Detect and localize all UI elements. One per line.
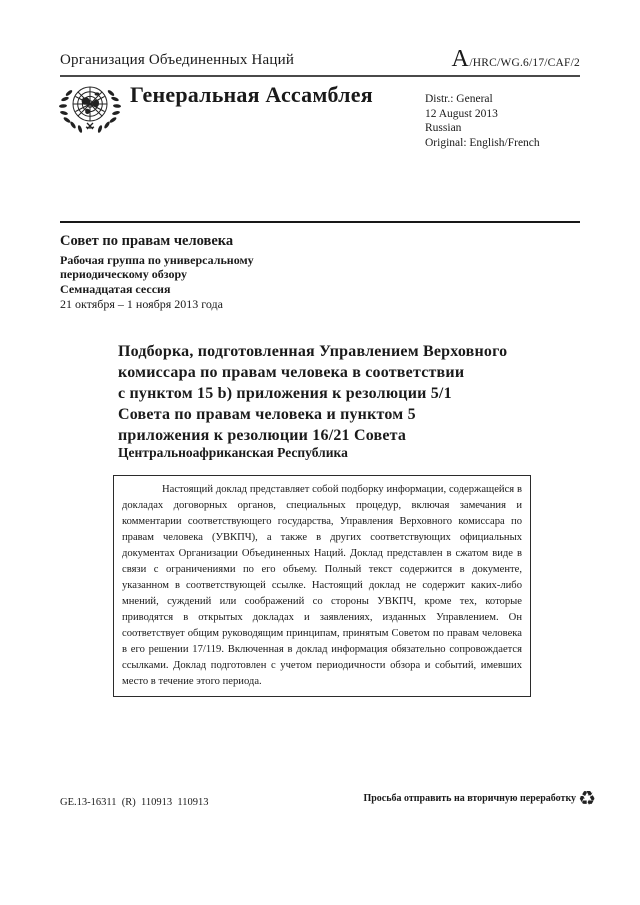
summary-box	[113, 475, 531, 697]
title-line-4: Совета по правам человека и пунктом 5	[118, 406, 416, 423]
recycle-icon: ♻	[578, 786, 596, 810]
distribution-block	[425, 92, 540, 150]
working-group-line1: Рабочая группа по универсальному	[60, 253, 254, 267]
title-line-1: Подборка, подготовленная Управлением Верховного	[118, 343, 508, 360]
country-subtitle: Центральноафриканская Республика	[118, 445, 348, 460]
org-name: Организация Объединенных Наций	[60, 52, 295, 68]
recycle-notice	[363, 788, 596, 808]
symbol-rest: /HRC/WG.6/17/CAF/2	[469, 57, 580, 69]
session-number: Семнадцатая сессия	[60, 282, 171, 296]
distr-line: Distr.: General	[425, 93, 493, 105]
working-group-line2: периодическому обзору	[60, 267, 188, 281]
language-line: Russian	[425, 122, 462, 135]
original-line: Original: English/French	[425, 136, 540, 149]
title-line-5: приложения к резолюции 16/21 Совета	[118, 427, 407, 444]
un-emblem-icon	[56, 79, 124, 137]
session-block	[60, 233, 254, 311]
recycle-note-text: Просьба отправить на вторичную переработку	[363, 792, 577, 804]
header-rule	[60, 75, 580, 77]
title-line-2: комиссара по правам человека в соответствии	[118, 364, 465, 381]
title-line-3: с пунктом 15 b) приложения к резолюции 5/1	[118, 385, 452, 402]
page-title: Генеральная Ассамблея	[130, 82, 373, 107]
document-code: GE.13-16311 (R) 110913 110913	[60, 797, 209, 808]
session-dates: 21 октября – 1 ноября 2013 года	[60, 297, 223, 311]
section-rule	[60, 221, 580, 223]
document-symbol	[452, 46, 580, 73]
council-name: Совет по правам человека	[60, 233, 234, 249]
document-title	[118, 341, 538, 446]
symbol-letter: A	[451, 46, 470, 72]
date-line: 12 August 2013	[425, 107, 498, 120]
summary-text: Настоящий доклад представляет собой подборку информации, содержащейся в докладах договорных органов, специальных процедур, включая замечания и комментарии соответствующего государства, Управления Верховного комиссара по правам человека (УВКПЧ), а также в других соответствующих официальных документах Организации Объединенных Наций. Доклад представлен в сжатом виде в связи с ограничениями по его объему. Полный текст содержится в документе, указанном в соответствующей ссылке. Настоящий доклад не содержит каких-либо мнений, суждений или соображений со стороны УВКПЧ, кроме тех, которые приводятся в открытых докладах и заявлениях, изданных Управлением. Он соответствует общим руководящим принципам, принятым Советом по правам человека в его решении 17/119. Включенная в доклад информация обязательно сопровождается ссылками. Доклад подготовлен с учетом периодичности обзора и событий, имевших место в течение этого периода.	[122, 484, 522, 687]
